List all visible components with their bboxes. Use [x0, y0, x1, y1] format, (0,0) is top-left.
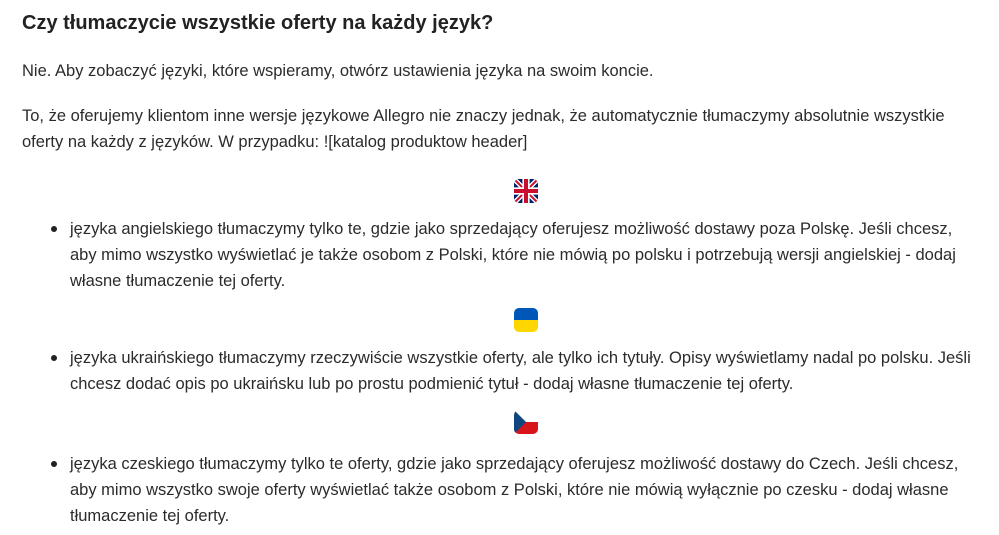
list-item-text: języka angielskiego tłumaczymy tylko te, gdzie jako sprzedający oferujesz możliwość dostawy poza Polskę. Jeśli chcesz, aby mimo wszystko wyświetlać je także osobom z Polski, które nie mówią po polsku i potrzebują wersji angielskiej - dodaj własne tłumaczenie tej oferty.	[70, 220, 956, 290]
bullet-icon	[51, 226, 57, 232]
list-item-english	[70, 216, 977, 294]
bullet-icon	[51, 355, 57, 361]
page-title: Czy tłumaczycie wszystkie oferty na każdy język?	[22, 12, 494, 34]
explanation-paragraph: To, że oferujemy klientom inne wersje językowe Allegro nie znaczy jednak, że automatycznie tłumaczymy absolutnie wszystkie oferty na każdy z języków. W przypadku: ![katalog produktow header]	[22, 107, 945, 151]
list-item-ukrainian	[70, 345, 977, 397]
answer-paragraph: Nie. Aby zobaczyć języki, które wspieramy, otwórz ustawienia języka na swoim koncie.	[22, 62, 654, 80]
list-item-text: języka czeskiego tłumaczymy tylko te oferty, gdzie jako sprzedający oferujesz możliwość dostawy do Czech. Jeśli chcesz, aby mimo wszystko swoje oferty wyświetlać także osobom z Polski, które nie mówią wyłącznie po czesku - dodaj własne tłumaczenie tej oferty.	[70, 455, 959, 525]
ukraine-flag-icon	[514, 308, 538, 332]
bullet-icon	[51, 461, 57, 467]
list-item-text: języka ukraińskiego tłumaczymy rzeczywiście wszystkie oferty, ale tylko ich tytuły. Opisy wyświetlamy nadal po polsku. Jeśli chcesz dodać opis po ukraińsku lub po prostu podmienić tytuł - dodaj własne tłumaczenie tej oferty.	[70, 349, 971, 393]
czech-flag-icon	[514, 410, 538, 434]
uk-flag-icon	[514, 179, 538, 203]
list-item-czech	[70, 451, 977, 529]
